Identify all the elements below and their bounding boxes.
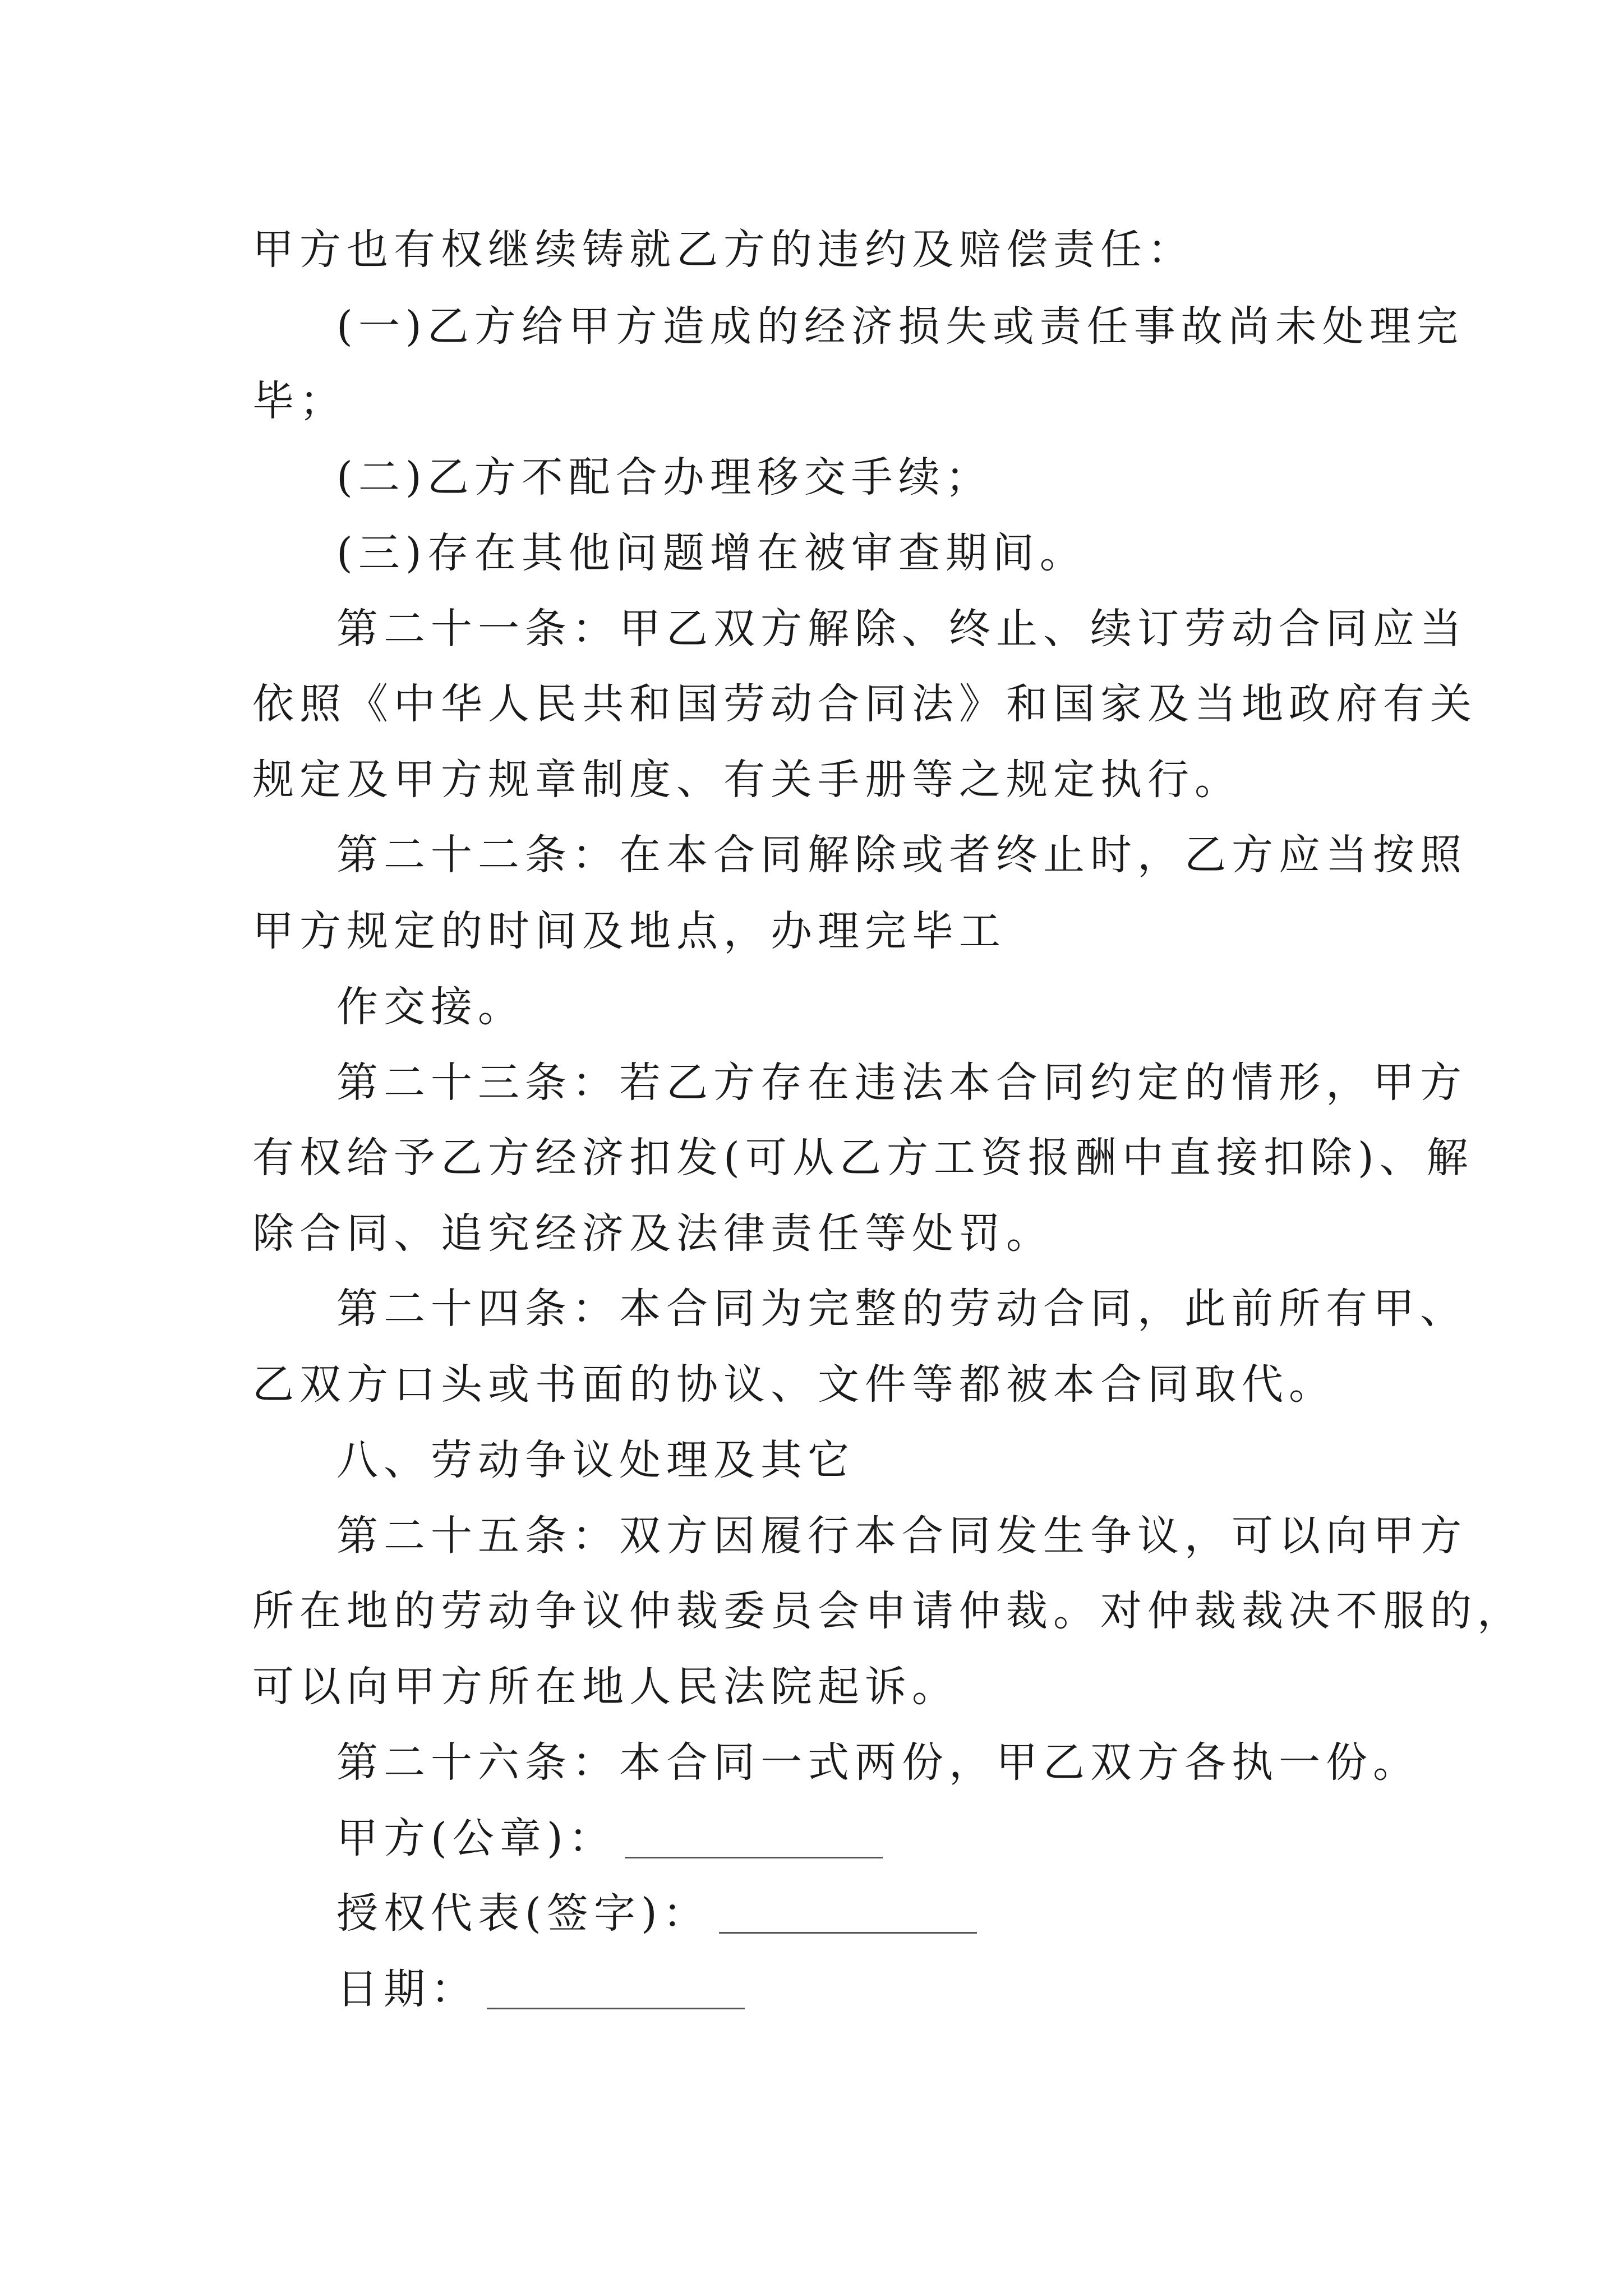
date-row bbox=[336, 1961, 745, 2017]
paragraph-line: 毕； bbox=[252, 377, 347, 425]
paragraph-line: 作交接。 bbox=[336, 983, 525, 1031]
paragraph-line: 可以向甲方所在地人民法院起诉。 bbox=[252, 1663, 959, 1711]
paragraph-line: 依照《中华人民共和国劳动合同法》和国家及当地政府有关 bbox=[252, 680, 1477, 728]
paragraph-line: 第二十一条：甲乙双方解除、终止、续订劳动合同应当 bbox=[336, 605, 1467, 653]
paragraph-line: 规定及甲方规章制度、有关手册等之规定执行。 bbox=[252, 756, 1242, 804]
date-blank[interactable] bbox=[487, 2008, 745, 2009]
paragraph-line: 所在地的劳动争议仲裁委员会申请仲裁。对仲裁裁决不服的， bbox=[252, 1587, 1524, 1635]
paragraph-line: 第二十二条：在本合同解除或者终止时，乙方应当按照 bbox=[336, 831, 1467, 879]
paragraph-line: 第二十六条：本合同一式两份，甲乙双方各执一份。 bbox=[336, 1738, 1420, 1787]
paragraph-line: (三)存在其他问题增在被审查期间。 bbox=[336, 529, 1087, 577]
date-label: 日期： bbox=[336, 1965, 478, 2013]
paragraph-line: 第二十四条：本合同为完整的劳动合同，此前所有甲、 bbox=[336, 1285, 1467, 1333]
paragraph-line: (二)乙方不配合办理移交手续； bbox=[336, 453, 993, 501]
paragraph-line: 有权给予乙方经济扣发(可从乙方工资报酬中直接扣除)、解 bbox=[252, 1134, 1474, 1182]
party-a-seal-row bbox=[336, 1810, 883, 1866]
representative-signature-blank[interactable] bbox=[719, 1932, 977, 1934]
paragraph-line: 乙双方口头或书面的协议、文件等都被本合同取代。 bbox=[252, 1360, 1336, 1409]
representative-signature-row bbox=[336, 1885, 977, 1941]
representative-signature-label: 授权代表(签字)： bbox=[336, 1889, 710, 1938]
paragraph-line: 除合同、追究经济及法律责任等处罚。 bbox=[252, 1209, 1053, 1258]
paragraph-line: 第二十五条：双方因履行本合同发生争议，可以向甲方 bbox=[336, 1512, 1467, 1560]
paragraph-line: (一)乙方给甲方造成的经济损失或责任事故尚未处理完 bbox=[336, 302, 1464, 351]
section-heading: 八、劳动争议处理及其它 bbox=[336, 1436, 855, 1484]
party-a-seal-label: 甲方(公章)： bbox=[336, 1814, 616, 1862]
paragraph-line: 甲方规定的时间及地点，办理完毕工 bbox=[252, 907, 1006, 955]
paragraph-line: 甲方也有权继续铸就乙方的违约及赔偿责任： bbox=[252, 226, 1195, 274]
party-a-seal-blank[interactable] bbox=[625, 1857, 883, 1858]
paragraph-line: 第二十三条：若乙方存在违法本合同约定的情形，甲方 bbox=[336, 1059, 1467, 1107]
